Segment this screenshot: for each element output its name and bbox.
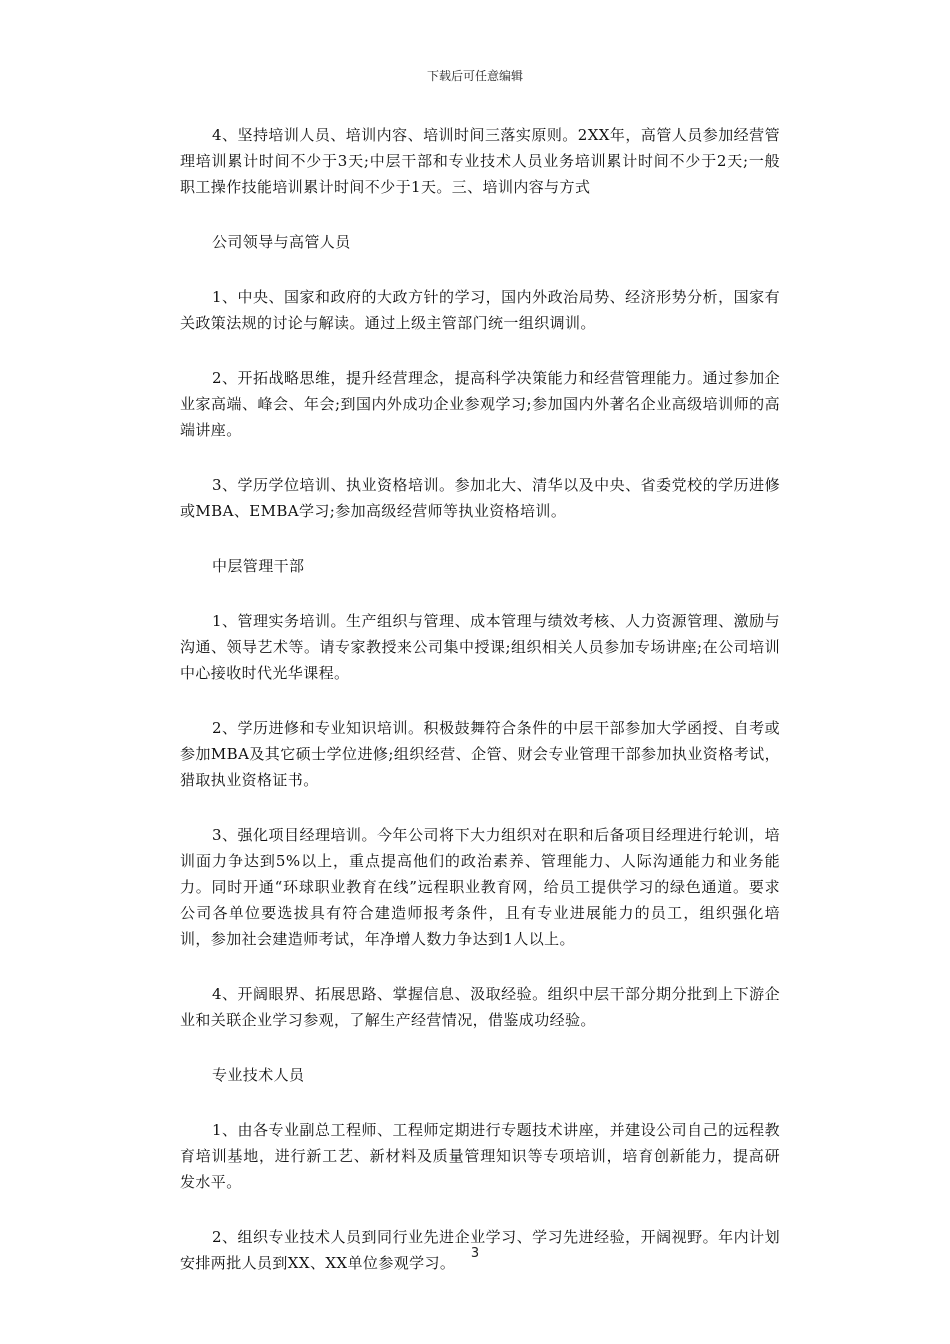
page-number: 3: [470, 1246, 480, 1261]
paragraph-adherence-principle: 4、坚持培训人员、培训内容、培训时间三落实原则。2XX年，高管人员参加经营管理培训累计时间不少于3天;中层干部和专业技术人员业务培训累计时间不少于2天;一般职工操作技能培训累计时间不少于1天。三、培训内容与方式: [180, 126, 780, 196]
paragraph-academic-advancement: 2、学历进修和专业知识培训。积极鼓舞符合条件的中层干部参加大学函授、自考或参加MBA及其它硕士学位进修;组织经营、企管、财会专业管理干部参加执业资格考试，猎取执业资格证书。: [180, 719, 780, 789]
section-heading-technical-staff: 专业技术人员: [212, 1066, 305, 1084]
paragraph-degree-training: 3、学历学位培训、执业资格培训。参加北大、清华以及中央、省委党校的学历进修或MBA、EMBA学习;参加高级经营师等执业资格培训。: [180, 476, 780, 520]
paragraph-management-practice: 1、管理实务培训。生产组织与管理、成本管理与绩效考核、人力资源管理、激励与沟通、领导艺术等。请专家教授来公司集中授课;组织相关人员参加专场讲座;在公司培训中心接收时代光华课程。: [180, 612, 780, 682]
section-heading-senior-management: 公司领导与高管人员: [212, 233, 351, 251]
document-body: [180, 122, 780, 1305]
paragraph-technical-lectures: 1、由各专业副总工程师、工程师定期进行专题技术讲座，并建设公司自己的远程教育培训基地，进行新工艺、新材料及质量管理知识等专项培训，培育创新能力，提高研发水平。: [180, 1121, 780, 1191]
paragraph-broaden-horizons: 4、开阔眼界、拓展思路、掌握信息、汲取经验。组织中层干部分期分批到上下游企业和关联企业学习参观，了解生产经营情况，借鉴成功经验。: [180, 985, 780, 1029]
paragraph-project-manager-training: 3、强化项目经理培训。今年公司将下大力组织对在职和后备项目经理进行轮训，培训面力争达到5%以上，重点提高他们的政治素养、管理能力、人际沟通能力和业务能力。同时开通“环球职业教育在线”远程职业教育网，给员工提供学习的绿色通道。要求公司各单位要选拔具有符合建造师报考条件，且有专业进展能力的员工，组织强化培训，参加社会建造师考试，年净增人数力争达到1人以上。: [180, 826, 780, 948]
paragraph-peer-learning: 2、组织专业技术人员到同行业先进企业学习、学习先进经验，开阔视野。年内计划安排两批人员到XX、XX单位参观学习。: [180, 1228, 780, 1272]
section-heading-middle-management: 中层管理干部: [212, 557, 305, 575]
paragraph-strategic-thinking: 2、开拓战略思维，提升经营理念，提高科学决策能力和经营管理能力。通过参加企业家高端、峰会、年会;到国内外成功企业参观学习;参加国内外著名企业高级培训师的高端讲座。: [180, 369, 780, 439]
paragraph-policy-study: 1、中央、国家和政府的大政方针的学习，国内外政治局势、经济形势分析，国家有关政策法规的讨论与解读。通过上级主管部门统一组织调训。: [180, 288, 780, 332]
page-header: 下载后可任意编辑: [426, 69, 523, 83]
